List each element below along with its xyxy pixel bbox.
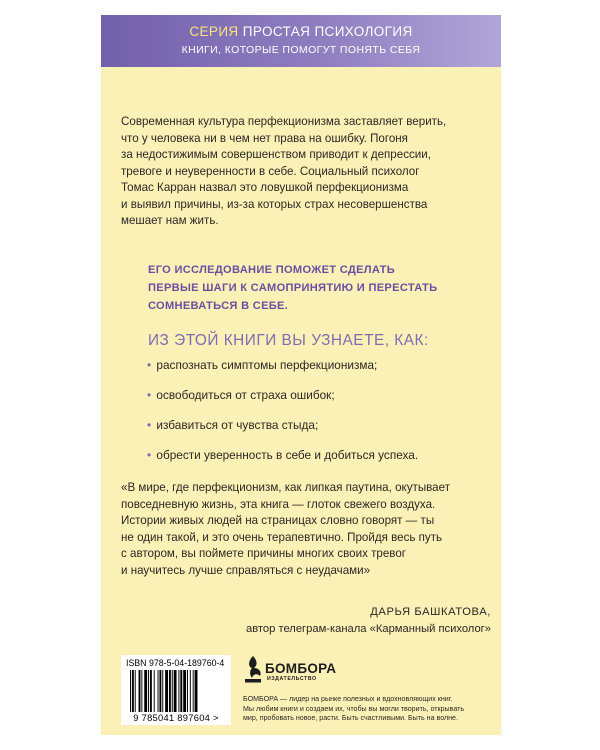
publisher-description	[243, 695, 464, 724]
publisher-subtitle: ИЗДАТЕЛЬСТВО	[267, 676, 317, 682]
callout-line: ЕГО ИССЛЕДОВАНИЕ ПОМОЖЕТ СДЕЛАТЬ	[148, 264, 395, 276]
barcode-bar	[165, 670, 168, 712]
quote-author-role: автор телеграм-канала «Карманный психолог»	[245, 623, 491, 635]
quote-line: «В мире, где перфекционизм, как липкая паутина, окутывает	[121, 481, 451, 494]
publisher-name: БОМБОРА	[265, 661, 337, 676]
quote-author-name: ДАРЬЯ БАШКАТОВА,	[370, 606, 491, 618]
isbn-number: ISBN 978-5-04-189760-4	[126, 658, 225, 668]
barcode-bar	[139, 670, 141, 712]
barcode-bar	[159, 670, 161, 712]
callout-statement	[148, 261, 437, 315]
quote-line: с автором, вы поймете причины многих своих тревог	[121, 547, 407, 560]
quote-line: не один такой, и это очень терапевтично. Пройдя весь путь	[121, 530, 443, 544]
learn-list-item	[147, 358, 377, 372]
bullet-marker: •	[147, 388, 152, 402]
barcode-bar	[162, 670, 163, 712]
learn-list-item	[147, 448, 418, 462]
barcode-bar	[195, 670, 198, 712]
barcode-bar	[154, 670, 155, 712]
testimonial-quote	[121, 480, 450, 579]
barcode-bar	[141, 670, 142, 712]
publisher-logo	[243, 655, 337, 689]
series-banner	[101, 15, 501, 67]
intro-paragraph	[121, 114, 446, 230]
barcode-bar	[174, 670, 177, 712]
publisher-line: БОМБОРА — лидер на рынке полезных и вдохновляющих книг.	[243, 695, 453, 703]
learn-item-text: освободиться от страха ошибок;	[156, 388, 335, 402]
barcode-panel	[121, 655, 231, 725]
learn-heading: ИЗ ЭТОЙ КНИГИ ВЫ УЗНАЕТЕ, КАК:	[148, 332, 429, 349]
book-back-cover	[101, 15, 501, 735]
barcode-bar	[178, 670, 179, 712]
callout-line: СОМНЕВАТЬСЯ В СЕБЕ.	[148, 300, 289, 312]
learn-list-item	[147, 388, 335, 402]
barcode-bar	[150, 670, 152, 712]
barcode-bar	[183, 670, 186, 712]
barcode-bar	[190, 670, 191, 712]
series-label: СЕРИЯ	[189, 24, 239, 39]
barcode-bar	[193, 670, 194, 712]
barcode-bar	[130, 670, 131, 712]
barcode-digits: 9 785041 897604 >	[133, 713, 219, 723]
intro-line: тревоге и неуверенности в себе. Социальный психолог	[121, 164, 420, 178]
barcode-image	[129, 670, 223, 712]
quote-line: и научитесь лучше справляться с неудачами»	[121, 563, 371, 577]
barcode-bar	[144, 670, 147, 712]
intro-line: и выявил причины, из-за которых страх несовершенства	[121, 197, 428, 211]
series-subtitle: КНИГИ, КОТОРЫЕ ПОМОГУТ ПОНЯТЬ СЕБЯ	[181, 44, 421, 56]
learn-item-text: избавиться от чувства стыда;	[156, 418, 319, 432]
barcode-bar	[169, 670, 171, 712]
bombora-wave-icon	[243, 655, 263, 685]
intro-line: Томас Карран назвал это ловушкой перфекционизма	[121, 181, 409, 194]
barcode-bar	[135, 670, 136, 712]
series-name: ПРОСТАЯ ПСИХОЛОГИЯ	[242, 24, 413, 39]
learn-item-text: распознать симптомы перфекционизма;	[156, 358, 378, 372]
learn-list-item	[147, 418, 318, 432]
callout-line: ПЕРВЫЕ ШАГИ К САМОПРИНЯТИЮ И ПЕРЕСТАТЬ	[148, 282, 438, 294]
series-title	[101, 24, 501, 39]
bullet-marker: •	[147, 358, 152, 372]
intro-line: за недостижимым совершенством приводит к депрессии,	[121, 148, 431, 161]
quote-attribution	[246, 604, 491, 638]
publisher-line: Мы любим книги и создаем их, чтобы вы могли творить, открывать	[243, 704, 465, 713]
barcode-bar	[172, 670, 173, 712]
barcode-bar	[180, 670, 182, 712]
bullet-marker: •	[147, 418, 152, 432]
intro-line: мешает нам жить.	[121, 214, 219, 227]
barcode-bar	[148, 670, 149, 712]
barcode-bar	[158, 670, 159, 712]
intro-line: что у человека ни в чем нет права на ошибку. Погоня	[121, 131, 408, 145]
barcode-bar	[132, 670, 134, 712]
quote-line: повседневную жизнь, эта книга — глоток свежего воздуха.	[121, 497, 436, 511]
barcode-bar	[187, 670, 188, 712]
bullet-marker: •	[147, 448, 152, 462]
learn-item-text: обрести уверенность в себе и добиться успеха.	[156, 448, 419, 462]
quote-line: Истории живых людей на страницах словно говорят — ты	[121, 514, 435, 527]
intro-line: Современная культура перфекционизма заставляет верить,	[121, 115, 447, 128]
publisher-line: мир, пробовать новое, расти. Быть счастливыми. Быть на волне.	[243, 714, 458, 722]
